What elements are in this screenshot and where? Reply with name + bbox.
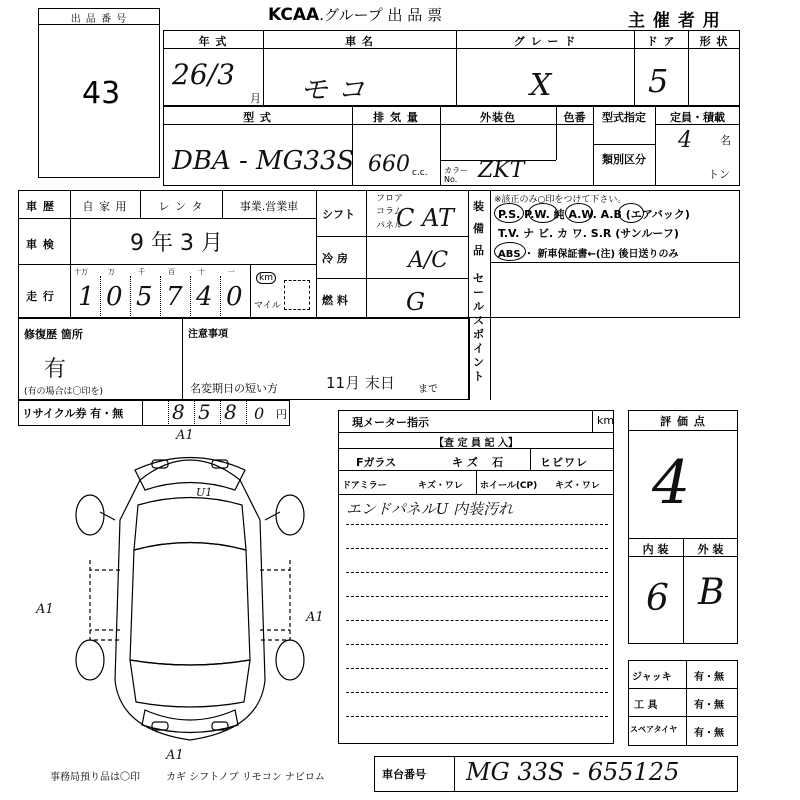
shift-label: シフト xyxy=(322,208,355,221)
km-label: km xyxy=(256,272,276,284)
mirror-label: ドアミラー xyxy=(342,481,387,491)
name-change-suffix: まで xyxy=(418,384,438,395)
circle-abs xyxy=(494,242,526,261)
notes-header: 【査 定 員 記 入】 xyxy=(434,438,518,449)
mileage-digit-3: 5 xyxy=(136,282,153,312)
shift-value: C AT xyxy=(396,204,455,232)
exterior-value: B xyxy=(698,572,725,613)
spare-options: 有・無 xyxy=(694,728,724,739)
color-no-label: 色番 xyxy=(563,111,586,124)
grade-label: グ レ ー ド xyxy=(513,35,577,48)
displacement-value: 660 xyxy=(368,152,410,177)
mirror-options: キズ・ワレ xyxy=(418,481,463,491)
brand-logo: KCAA xyxy=(268,5,320,25)
category-label: 類別区分 xyxy=(602,153,646,166)
recycle-unit: 円 xyxy=(276,408,287,421)
score-value: 4 xyxy=(652,448,691,518)
meter-label: 現メーター指示 xyxy=(352,416,429,429)
damage-mark-right: A1 xyxy=(306,610,324,625)
circle-aw xyxy=(565,203,593,223)
door-label: ド ア xyxy=(646,35,676,48)
glass-opt-crack: ヒビワレ xyxy=(540,456,588,469)
shift-opt-floor: フロア xyxy=(376,194,404,204)
recycle-digit-4: 0 xyxy=(254,404,265,423)
car-damage-diagram xyxy=(60,440,320,750)
digit-label-1k: 千 xyxy=(138,268,145,276)
mileage-digit-5: 4 xyxy=(196,282,213,312)
spare-label: スペアタイヤ xyxy=(630,725,678,734)
damage-mark-bottom: A1 xyxy=(166,748,184,763)
year-value: 26/3 xyxy=(172,58,235,91)
ac-label: 冷 房 xyxy=(322,252,348,265)
damage-mark-left: A1 xyxy=(36,602,54,617)
tool-label: 工 具 xyxy=(634,700,658,711)
model-value: モ コ xyxy=(300,73,365,106)
history-label: 車 歴 xyxy=(26,200,55,213)
model-label: 車 名 xyxy=(345,35,374,48)
note-line-1: エンドパネルU 内装汚れ xyxy=(346,500,514,518)
recycle-label: リサイクル券 有・無 xyxy=(22,407,124,420)
color-value: ZKT xyxy=(478,158,525,183)
office-items: カギ シフトノブ リモコン ナビロム xyxy=(166,772,325,783)
shift-opt-panel: パネル xyxy=(376,221,404,231)
damage-mark-roof: U1 xyxy=(196,486,213,499)
digit-label-100: 百 xyxy=(168,268,175,276)
repair-note: (有の場合は〇印を) xyxy=(24,387,104,397)
grade-value: X xyxy=(530,68,552,103)
circle-ps xyxy=(494,203,524,223)
circle-pw xyxy=(528,203,558,223)
color-label: 外装色 xyxy=(480,111,516,124)
type-designation-label: 型式指定 xyxy=(602,111,646,124)
office-note: 事務局預り品は〇印 xyxy=(50,772,140,783)
equipment-note: ※該正のみ○印をつけて下さい。 xyxy=(494,195,627,205)
wheel-options: キズ・ワレ xyxy=(555,481,600,491)
circle-ab xyxy=(618,203,644,223)
name-change-value: 11月 末日 xyxy=(326,374,395,392)
digit-label-1: 一 xyxy=(228,268,235,276)
repair-label: 修復歴 箇所 xyxy=(24,328,83,341)
history-opt-business: 事業.営業車 xyxy=(239,200,299,213)
jack-label: ジャッキ xyxy=(632,672,672,683)
exterior-label: 外 装 xyxy=(697,543,724,556)
form-title xyxy=(268,4,442,25)
name-change-label: 名変期日の短い方 xyxy=(190,382,278,395)
mileage-digit-4: 7 xyxy=(166,282,183,312)
interior-value: 6 xyxy=(646,578,669,619)
equipment-line1: P.S. P.W. 純 A.W. A.B (エアバック) xyxy=(498,208,690,221)
shift-opt-column: コラム xyxy=(376,207,403,217)
load-unit: トン xyxy=(708,168,730,181)
interior-label: 内 装 xyxy=(642,543,669,556)
displacement-unit: c.c. xyxy=(412,168,428,178)
damage-mark-top: A1 xyxy=(176,428,194,443)
door-value: 5 xyxy=(648,62,669,100)
recycle-digit-3: 8 xyxy=(224,400,237,424)
chassis-value: MG 33S - 655125 xyxy=(466,758,680,786)
score-label: 評 価 点 xyxy=(660,415,706,428)
glass-opt-scratch: キ ズ xyxy=(452,456,478,469)
glass-label: Fガラス xyxy=(356,456,397,469)
wheel-label: ホイール(CP) xyxy=(480,481,538,491)
shape-label: 形 状 xyxy=(699,35,729,48)
fuel-value: G xyxy=(406,288,426,316)
year-label: 年 式 xyxy=(198,35,228,48)
capacity-unit: 名 xyxy=(720,134,731,147)
meter-unit: km xyxy=(597,414,615,427)
owner-label: 主 催 者 用 xyxy=(628,11,721,31)
inspection-label: 車 検 xyxy=(26,238,55,251)
lot-number-label: 出 品 番 号 xyxy=(70,14,128,25)
capacity-value: 4 xyxy=(678,128,692,153)
mile-checkbox[interactable] xyxy=(284,280,310,310)
fuel-label: 燃 料 xyxy=(322,294,348,307)
inspection-value: 9 年 3 月 xyxy=(130,231,223,256)
equipment-line2: T.V. ナ ビ. カ ワ. S.R (サンルーフ) xyxy=(498,227,679,240)
form-title-text: .グループ 出 品 票 xyxy=(319,6,443,24)
jack-options: 有・無 xyxy=(694,672,724,683)
lot-number: 43 xyxy=(82,76,121,111)
history-opt-private: 自 家 用 xyxy=(82,200,128,213)
glass-opt-stone: 石 xyxy=(492,456,503,469)
equipment-side-label: 装備品 xyxy=(473,200,484,257)
mileage-digit-1: 1 xyxy=(78,282,95,312)
mile-label: マイル xyxy=(254,301,281,311)
equipment-line3: ABS ・ 新車保証書←(注) 後日送りのみ xyxy=(498,249,679,260)
tool-options: 有・無 xyxy=(694,700,724,711)
digit-label-100k: 十万 xyxy=(74,268,88,276)
mileage-label: 走 行 xyxy=(26,290,55,303)
chassis-label: 車台番号 xyxy=(382,768,426,781)
caution-label: 注意事項 xyxy=(188,329,228,340)
mileage-digit-2: 0 xyxy=(106,282,123,312)
mileage-digit-6: 0 xyxy=(226,282,243,312)
recycle-digit-2: 5 xyxy=(198,400,211,424)
digit-label-10: 十 xyxy=(198,268,205,276)
type-value: DBA - MG33S xyxy=(172,146,355,176)
recycle-digit-1: 8 xyxy=(172,400,185,424)
color-prefix: カラー No. xyxy=(444,166,468,184)
sales-point-label: セールスポイント xyxy=(473,272,484,383)
displacement-label: 排 気 量 xyxy=(373,111,419,124)
history-opt-rental: レ ン タ xyxy=(158,200,204,213)
repair-value: 有 xyxy=(44,357,67,382)
digit-label-10k: 万 xyxy=(108,268,115,276)
type-label: 型 式 xyxy=(243,111,272,124)
ac-value: A/C xyxy=(408,248,449,273)
year-unit: 月 xyxy=(250,92,261,105)
capacity-label: 定員・積載 xyxy=(670,111,725,124)
